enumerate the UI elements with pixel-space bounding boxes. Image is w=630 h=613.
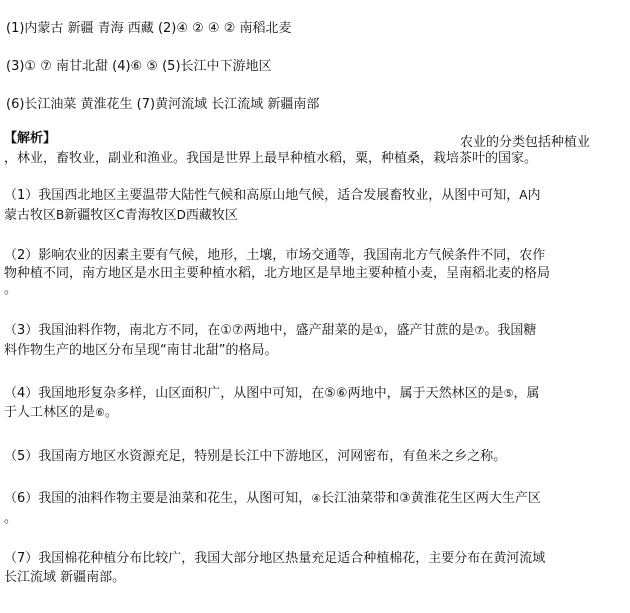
analysis-intro-right: 农业的分类包括种植业 (460, 135, 591, 150)
paragraph-3-line-2: 料作物生产的地区分布呈现“南甘北甜”的格局。 (4, 343, 278, 358)
paragraph-1-line-1 (4, 186, 541, 205)
paragraph-1-number: （1） (4, 188, 39, 203)
answer-line-1: (1)内蒙古 新疆 青海 西藏 (2)④ ② ④ ② 南稻北麦 (6, 21, 292, 36)
paragraph-1-text: 我国西北地区主要温带大陆性气候和高原山地气候，适合发展畜牧业，从图中可知， (38, 188, 520, 203)
paragraph-1-a-tail: 内 (527, 188, 541, 203)
label-b-text: 新疆牧区 (64, 208, 117, 223)
paragraph-4-line-1 (4, 385, 539, 403)
paragraph-5-line-1 (4, 448, 506, 466)
paragraph-2-line-1 (4, 247, 545, 265)
label-c-text: 青海牧区 (124, 208, 177, 223)
paragraph-2-line-3: 。 (4, 282, 18, 297)
natural-forest-mark: ⑤ (503, 387, 514, 400)
paragraph-5-text: 我国南方地区水资源充足，特别是长江中下游地区，河网密布，有鱼米之乡之称。 (38, 449, 507, 464)
label-a: A (519, 188, 528, 202)
label-d: D (176, 208, 186, 222)
paragraph-3-line-1 (4, 322, 536, 340)
paragraph-7-number: （7） (4, 551, 39, 566)
paragraph-1-line-2 (4, 206, 238, 225)
paragraph-2-text-1: 影响农业的因素主要有气候，地形，土壤，市场交通等，我国南北方气候条件不同，农作 (38, 248, 546, 263)
paragraph-4-text-a: 我国地形复杂多样，山区面积广，从图中可知，在⑤⑥两地中，属于天然林区的是 (38, 386, 504, 401)
answer-line-2: (3)① ⑦ 南甘北甜 (4)⑥ ⑤ (5)长江中下游地区 (6, 59, 272, 74)
paragraph-3-text-c: 。我国糖 (484, 323, 537, 338)
paragraph-6-text-a: 我国的油料作物主要是油菜和花生，从图可知， (38, 491, 312, 506)
paragraph-5-number: （5） (4, 449, 39, 464)
paragraph-3-text-b: ，盛产甘蔗的是 (383, 323, 475, 338)
paragraph-4-text-b: ，属 (513, 386, 540, 401)
paragraph-7-line-2: 长江流域 新疆南部。 (4, 570, 126, 585)
paragraph-6-line-2: 。 (4, 511, 18, 526)
paragraph-4-line-2 (4, 404, 118, 422)
paragraph-6-number: （6） (4, 491, 39, 506)
answer-line-3: (6)长江油菜 黄淮花生 (7)黄河流域 长江流域 新疆南部 (6, 97, 320, 112)
paragraph-3-number: （3） (4, 323, 39, 338)
paragraph-4-text-d: 。 (104, 405, 118, 420)
label-c: C (116, 208, 125, 222)
paragraph-3-text-a: 我国油料作物，南北方不同，在①⑦两地中，盛产甜菜的是 (38, 323, 374, 338)
paragraph-4-text-c: 于人工林区的是 (4, 405, 96, 420)
rapeseed-mark: ④ (311, 492, 322, 505)
label-b: B (56, 208, 65, 222)
analysis-intro-continued: ，林业，畜牧业，副业和渔业。我国是世界上最早种植水稻，粟，种植桑，栽培茶叶的国家。 (4, 151, 538, 166)
paragraph-6-line-1 (4, 490, 541, 508)
beet-answer-mark: ① (373, 324, 384, 337)
cane-answer-mark: ⑦ (474, 324, 485, 337)
paragraph-7-line-1 (4, 550, 545, 568)
paragraph-6-text-b: 长江油菜带和③黄淮花生区两大生产区 (321, 491, 541, 506)
label-a-text: 蒙古牧区 (4, 208, 57, 223)
analysis-heading: 【解析】 (4, 131, 57, 146)
paragraph-2-number: （2） (4, 248, 39, 263)
paragraph-4-number: （4） (4, 386, 39, 401)
label-d-text: 西藏牧区 (185, 208, 238, 223)
paragraph-7-text-1: 我国棉花种植分布比较广，我国大部分地区热量充足适合种植棉花，主要分布在黄河流域 (38, 551, 546, 566)
planted-forest-mark: ⑥ (95, 406, 105, 419)
paragraph-2-line-2: 物种植不同，南方地区是水田主要种植水稻，北方地区是旱地主要种植小麦，呈南稻北麦的格局 (4, 266, 551, 281)
